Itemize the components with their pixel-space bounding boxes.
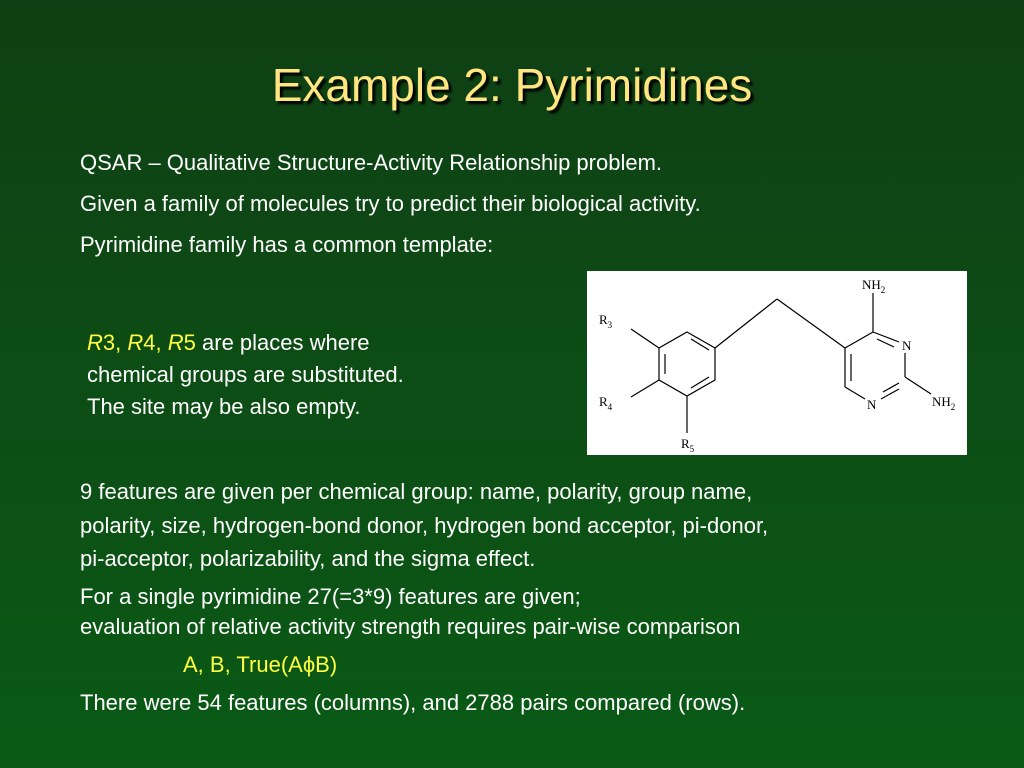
r4-bond — [631, 380, 659, 397]
intro-line-1: QSAR – Qualitative Structure-Activity Relationship problem. — [80, 150, 663, 175]
features-line-2: polarity, size, hydrogen-bond donor, hydrogen bond acceptor, pi-donor, — [80, 513, 769, 538]
nh2-top-label: $NH_2$ — [862, 277, 886, 295]
r3-bond — [631, 329, 659, 348]
intro-line-2: Given a family of molecules try to predict their biological activity. — [80, 191, 701, 216]
substituent-line-1: R3, R4, R5 are places where — [87, 330, 370, 355]
conclusion-line: There were 54 features (columns), and 2788 pairs compared (rows). — [80, 690, 746, 715]
slide-title: Example 2: Pyrimidines — [271, 59, 753, 111]
intro-line-3: Pyrimidine family has a common template: — [80, 232, 494, 257]
features-line-1: 9 features are given per chemical group: name, polarity, group name, — [80, 479, 753, 504]
substituent-note — [87, 327, 404, 423]
r5-label: R5 — [167, 330, 196, 355]
substituent-rest: are places where — [195, 330, 370, 355]
r5-num: 5 — [183, 330, 196, 355]
r5-atom-label: $R_5$ — [681, 436, 695, 454]
pairwise-formula: A, B, True(AϕB) — [183, 652, 338, 677]
pyrimidine-structure-diagram — [587, 271, 967, 455]
single-line-2: evaluation of relative activity strength requires pair-wise comparison — [80, 614, 741, 639]
r4-label: R4 — [127, 330, 156, 355]
n-top-atom-label: N — [902, 338, 912, 353]
single-line-1: For a single pyrimidine 27(=3*9) features are given; — [80, 584, 581, 609]
n-bottom-atom-label: N — [867, 397, 877, 412]
r3-atom-label: $R_3$ — [599, 312, 613, 330]
r4-atom-label: $R_4$ — [599, 394, 613, 412]
substituent-line-2: chemical groups are substituted. — [87, 362, 404, 387]
r3-num: 3 — [102, 330, 116, 355]
bridge-bond-2 — [777, 299, 845, 348]
r3-label: R3 — [87, 330, 116, 355]
r4-num: 4 — [143, 330, 156, 355]
features-line-3: pi-acceptor, polarizability, and the sigma effect. — [80, 546, 536, 571]
substituent-line-3: The site may be also empty. — [87, 394, 361, 419]
nh2-right-label: $NH_2$ — [932, 394, 956, 412]
bridge-bond-1 — [715, 299, 777, 348]
benzene-ring — [659, 332, 715, 396]
nh2-right-bond — [905, 377, 931, 394]
pyrimidine-template-image — [587, 271, 967, 455]
